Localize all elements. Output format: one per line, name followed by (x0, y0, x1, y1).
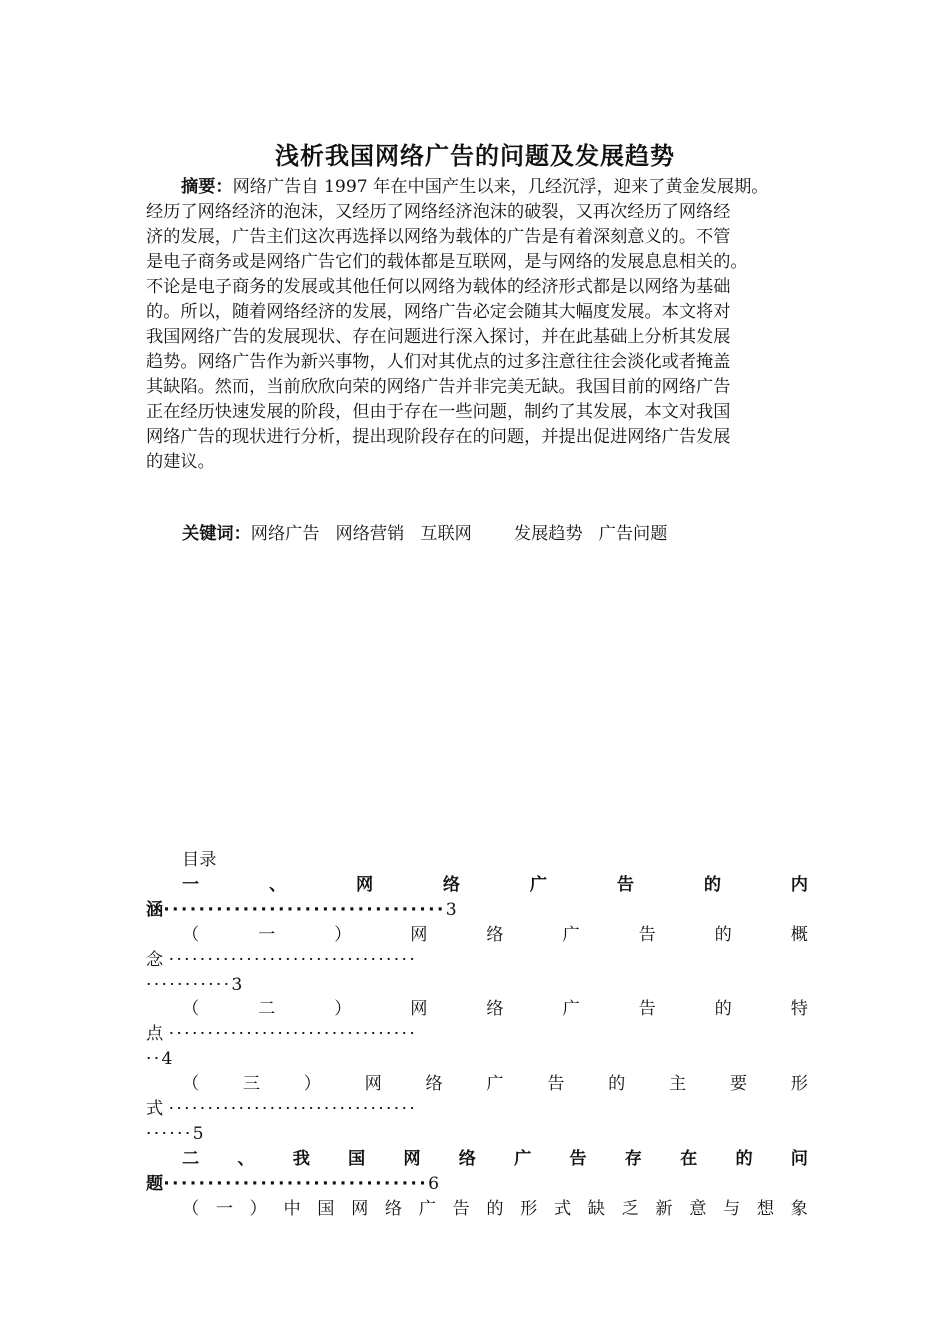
toc-entry-char: 广 (514, 1149, 532, 1169)
toc-entry-char: 的 (714, 925, 732, 945)
abstract-line: 网络广告自 1997 年在中国产生以来，几经沉浮，迎来了黄金发展期。 (232, 177, 769, 197)
toc-entry-text: 涵 (146, 900, 164, 920)
toc-page-number: 4 (161, 1049, 173, 1069)
toc-entry-char: 三 (242, 1074, 261, 1094)
toc-entry-char: 一 (182, 875, 200, 895)
toc-entry-char: 的 (714, 999, 732, 1019)
toc-entry-char: 络 (458, 1149, 476, 1169)
toc-entry-char: （ (182, 1074, 200, 1094)
toc-entry-1-2[interactable] (182, 997, 808, 1022)
toc-entry-char: 广 (418, 1199, 436, 1219)
toc-entry-char: 新 (655, 1199, 673, 1219)
toc-entry-char: 络 (442, 875, 461, 895)
toc-entry-char: 在 (680, 1149, 698, 1169)
toc-entry-char: 乏 (621, 1199, 639, 1219)
toc-entry-1[interactable] (182, 873, 808, 898)
keyword: 网络营销 (335, 524, 405, 544)
abstract-paragraph (146, 175, 808, 475)
toc-page-number: 3 (231, 975, 243, 995)
toc-entry-char: 形 (790, 1074, 808, 1094)
toc-heading: 目录 (182, 850, 217, 870)
toc-entry-char: 络 (384, 1199, 403, 1219)
toc-entry-char: 络 (425, 1074, 443, 1094)
toc-entry-char: 内 (790, 875, 808, 895)
abstract-line: 经历了网络经济的泡沫，又经历了网络经济泡沫的破裂，又再次经历了网络经 (146, 202, 731, 222)
toc-entry-char: 的 (486, 1199, 504, 1219)
toc-entry-char: 要 (729, 1074, 748, 1094)
toc-leader: ································ (168, 1099, 418, 1119)
abstract-line: 其缺陷。然而，当前欣欣向荣的网络广告并非完美无缺。我国目前的网络广告 (146, 377, 731, 397)
toc-entry-char: 网 (351, 1199, 369, 1219)
toc-entry-text: 念 (146, 950, 169, 970)
toc-entry-1-3-cont[interactable] (146, 1097, 808, 1122)
toc-entry-1-3[interactable] (182, 1072, 808, 1097)
toc-entry-char: 广 (562, 925, 580, 945)
toc-entry-char: 与 (723, 1199, 741, 1219)
toc-entry-text: 点 (146, 1024, 169, 1044)
toc-entry-char: 意 (689, 1199, 707, 1219)
toc-leader: ································ (163, 900, 446, 920)
toc-entry-char: 广 (529, 875, 548, 895)
abstract-line: 网络广告的现状进行分析，提出现阶段存在的问题，并提出促进网络广告发展 (146, 427, 731, 447)
toc-entry-char: 告 (547, 1074, 565, 1094)
toc-entry-char: 的 (608, 1074, 626, 1094)
toc-page-number: 3 (445, 900, 457, 920)
toc-entry-2[interactable] (182, 1147, 808, 1172)
toc-entry-char: 国 (317, 1199, 335, 1219)
toc-entry-char: 的 (735, 1149, 753, 1169)
toc-entry-char: 广 (562, 999, 580, 1019)
keywords-label: 关键词： (182, 524, 251, 544)
toc-entry-char: 告 (452, 1199, 470, 1219)
abstract-line: 的建议。 (146, 452, 215, 472)
toc-entry-text: 式 (146, 1099, 169, 1119)
toc-entry-char: ） (334, 925, 352, 945)
toc-entry-char: 特 (790, 999, 808, 1019)
toc-entry-char: 二 (258, 999, 276, 1019)
toc-entry-char: 主 (669, 1074, 687, 1094)
abstract-label: 摘要： (181, 177, 233, 197)
toc-entry-1-2-cont2[interactable] (146, 1047, 808, 1072)
document-title: 浅析我国网络广告的问题及发展趋势 (275, 142, 675, 170)
toc-entry-char: 概 (790, 925, 808, 945)
toc-entry-char: 国 (348, 1149, 366, 1169)
toc-entry-char: 、 (237, 1149, 255, 1169)
toc-entry-char: 我 (292, 1149, 310, 1169)
toc-entry-char: 络 (486, 925, 504, 945)
toc-entry-char: ） (249, 1199, 267, 1219)
keyword: 网络广告 (250, 524, 320, 544)
toc-entry-char: 象 (790, 1199, 808, 1219)
toc-entry-char: 、 (268, 875, 287, 895)
toc-entry-char: 缺 (587, 1199, 605, 1219)
toc-entry-text: 题 (146, 1174, 164, 1194)
toc-entry-char: （ (182, 925, 200, 945)
abstract-line: 趋势。网络广告作为新兴事物，人们对其优点的过多注意往往会淡化或者掩盖 (146, 352, 731, 372)
keyword: 广告问题 (598, 524, 668, 544)
toc-leader: ··········· (146, 975, 232, 995)
toc-entry-1-2-cont[interactable] (146, 1022, 808, 1047)
toc-leader: ·· (146, 1049, 162, 1069)
toc-entry-1-1[interactable] (182, 923, 808, 948)
abstract-line: 是电子商务或是网络广告它们的载体都是互联网，是与网络的发展息息相关的。 (146, 252, 748, 272)
abstract-line: 济的发展，广告主们这次再选择以网络为载体的广告是有着深刻意义的。不管 (146, 227, 731, 247)
toc-entry-2-1[interactable] (182, 1197, 808, 1222)
toc-entry-char: 络 (486, 999, 504, 1019)
toc-entry-1-cont[interactable] (146, 898, 808, 923)
toc-page-number: 6 (428, 1174, 440, 1194)
toc-entry-char: （ (182, 999, 200, 1019)
toc-entry-char: 中 (283, 1199, 301, 1219)
toc-entry-char: 告 (569, 1149, 587, 1169)
toc-entry-char: ） (303, 1074, 321, 1094)
toc-entry-char: 告 (638, 999, 656, 1019)
toc-entry-char: 二 (182, 1149, 200, 1169)
toc-entry-char: 一 (215, 1199, 234, 1219)
toc-entry-char: 网 (410, 999, 428, 1019)
keywords-line (182, 522, 683, 547)
toc-entry-char: 告 (638, 925, 656, 945)
keyword: 互联网 (420, 524, 472, 544)
toc-entry-char: 想 (756, 1199, 775, 1219)
abstract-line: 的。所以，随着网络经济的发展，网络广告必定会随其大幅度发展。本文将对 (146, 302, 731, 322)
toc-entry-char: 问 (790, 1149, 808, 1169)
toc-leader: ································ (168, 1024, 418, 1044)
toc-leader: ······ (146, 1124, 193, 1144)
toc-leader: ······························ (163, 1174, 429, 1194)
toc-entry-char: 网 (364, 1074, 382, 1094)
abstract-line: 不论是电子商务的发展或其他任何以网络为载体的经济形式都是以网络为基础 (146, 277, 731, 297)
toc-entry-char: 式 (553, 1199, 572, 1219)
toc-entry-char: 形 (520, 1199, 538, 1219)
toc-entry-char: 网 (403, 1149, 421, 1169)
toc-entry-char: 存 (624, 1149, 642, 1169)
toc-page-number: 5 (192, 1124, 204, 1144)
keyword: 发展趋势 (513, 524, 583, 544)
toc-entry-1-1-cont2[interactable] (146, 973, 808, 998)
toc-entry-char: 告 (616, 875, 635, 895)
abstract-line: 正在经历快速发展的阶段，但由于存在一些问题，制约了其发展，本文对我国 (146, 402, 731, 422)
toc-entry-1-3-cont2[interactable] (146, 1122, 808, 1147)
toc-entry-char: （ (182, 1199, 200, 1219)
toc-entry-2-cont[interactable] (146, 1172, 808, 1197)
toc-entry-char: 广 (486, 1074, 504, 1094)
toc-entry-char: 一 (258, 925, 276, 945)
toc-entry-char: ） (334, 999, 352, 1019)
toc-leader: ································ (168, 950, 418, 970)
toc-entry-1-1-cont[interactable] (146, 948, 808, 973)
toc-entry-char: 网 (410, 925, 428, 945)
abstract-line: 我国网络广告的发展现状、存在问题进行深入探讨，并在此基础上分析其发展 (146, 327, 731, 347)
toc-entry-char: 的 (703, 875, 722, 895)
toc-entry-char: 网 (355, 875, 374, 895)
